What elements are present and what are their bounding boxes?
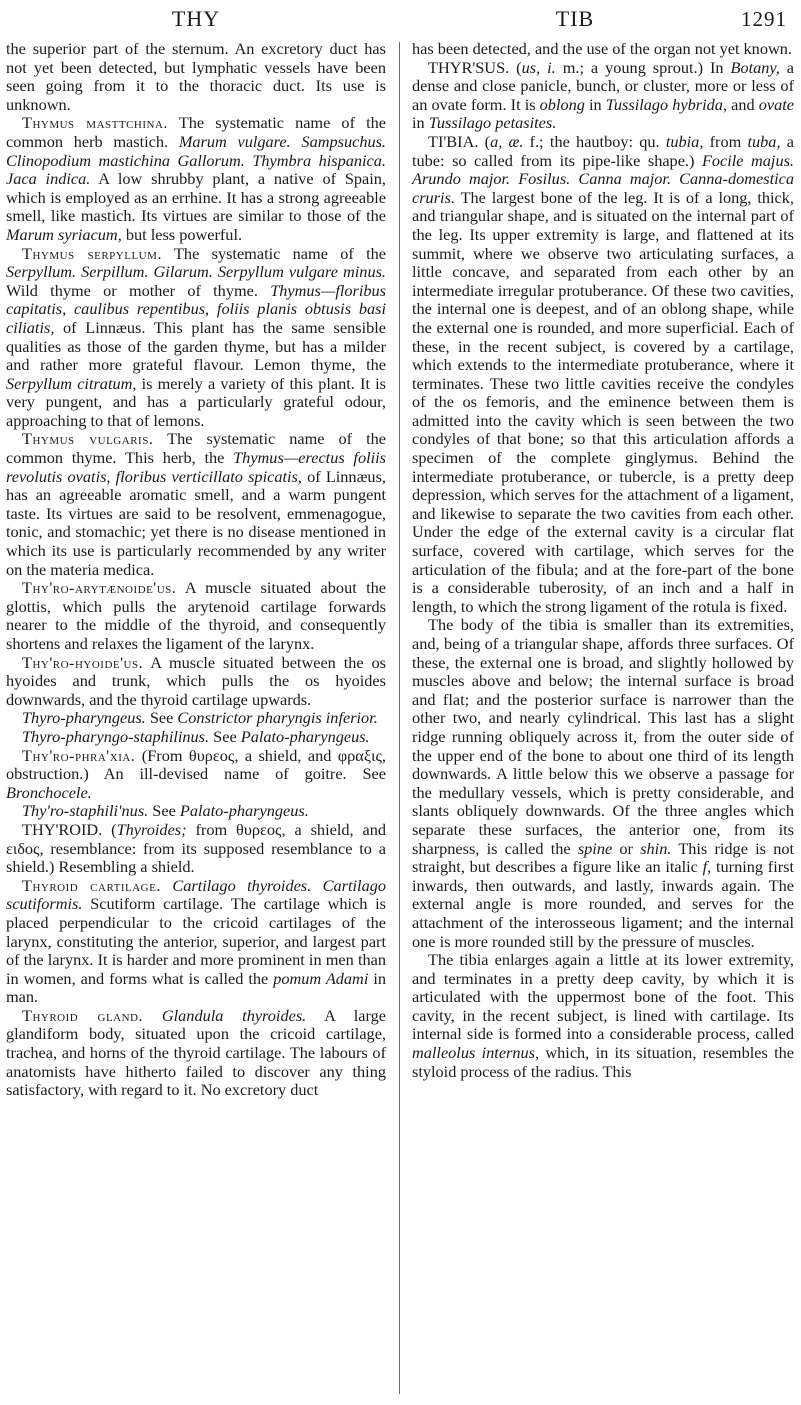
body-text: The largest bone of the leg. It is of a long, thick, and triangular shape, and is situated on the internal part of the leg. Its upper extremity is large, and flattened at its summit, where we observe two articulating surfaces, a little concave, and separated from each other by an intermediate irregular protuberance. Of these two cavities, the internal one is deepest, and of an oblong shape, while the external one is rounded, and more superficial. Each of these, in the recent subject, is covered by a cartilage, which extends to the intermediate protuberance, where it terminates. These two little cavities receive the condyles of the os femoris, and the eminence between them is admitted into the cavity which is seen between the two condyles of that bone; so that this articulation affords a specimen of the complete ginglymus. Behind the intermediate protuberance, or tubercle, is a pretty deep depression, which serves for the attachment of a ligament, and likewise to separate the two cavities from each other. Under the edge of the external cavity is a circular flat surface, covered with cartilage, which serves for the articulation of the fibula; and at the fore-part of the bone is a considerable tuberosity, of an inch and a half in length, to which the strong ligament of the rotula is fixed. [412,187,794,616]
italic-text: Thymus—erectus foliis revolutis ovatis, floribus verticillato spicatis, [6,448,387,486]
dictionary-entry [6,747,386,803]
body-text: See [145,708,178,728]
italic-text: Focile majus. Arundo major. Fosilus. Canna major. Canna-domestica cruris. [412,150,795,207]
body-text: ( [509,57,522,77]
entry-headword: Thyroid cartilage. [22,875,161,895]
entry-headword: Thymus vulgaris. [22,429,154,449]
italic-text: Cartilago thyroides. Cartilago scutiformis. [6,875,386,914]
italic-text: Marum vulgare. Sampsuchus. Clinopodium mastichina Gallorum. Thymbra hispanica. Jaca indica. [6,131,387,189]
body-text: from [703,131,748,151]
dictionary-entry [6,802,386,821]
italic-text: Bronchocele. [6,782,92,802]
dictionary-entry [6,579,386,653]
body-text: or [612,838,641,858]
italic-text: Tussilago hybrida, [605,94,728,114]
body-text: has been detected, and the use of the organ not yet known. [412,39,792,58]
italic-text: Serpyllum. Serpillum. Gilarum. Serpyllum vulgare minus. [6,262,386,282]
italic-text: Thymus—floribus capitatis, caulibus repentibus, foliis planis obtusis basi ciliatis, [6,280,386,337]
entry-headword: Thy'ro-phra'xia. [22,745,136,765]
entry-headword: Thy'ro-hyoide'us. [22,652,144,672]
body-text [161,876,172,895]
body-text: TI'BIA. [428,131,479,151]
dictionary-entry [6,245,386,431]
body-text: the superior part of the sternum. An excretory duct has not yet been detected, but lymphatic vessels have been seen going from it to the thoracic duct. Its use is unknown. [6,39,386,114]
body-text: which, in its situation, resembles the styloid process of the radius. This [412,1043,795,1081]
body-text: A muscle situated between the os hyoides and trunk, which pulls the os hyoides downwards, and the thyroid cartilage upwards. [6,652,386,709]
dictionary-entry [412,951,794,1081]
body-text: This ridge is not straight, but describes a figure like an italic [412,838,794,877]
body-text: turning first inwards, then outwards, and lastly, inwards again. The external angle is more rounded, and serves for the attachment of the interosseous ligament; and the internal one is more rounded still by the pressure of muscles. [412,857,795,951]
body-text: The tibia enlarges again a little at its lower extremity, and terminates in a pretty deep cavity, by which it is articulated with the uppermost bone of the foot. This cavity, in the recent subject, is lined with cartilage. Its internal side is formed into a considerable process, called [412,950,794,1044]
italic-text: Serpyllum citratum, [6,373,137,393]
body-text: a tube: so called from its pipe-like shape.) [412,131,794,170]
entry-headword: Thyroid gland. [22,1005,144,1025]
italic-text: malleolus internus, [412,1043,540,1063]
body-text: ( [102,819,117,839]
body-text: See [209,726,241,746]
body-text: See [148,801,180,821]
body-text [143,1006,162,1025]
body-text: A large glandiform body, situated upon the cricoid cartilage, trachea, and horns of the thyroid cartilage. The labours of anatomists have hitherto failed to discover any thing satisfactory, with regard to it. No excretory duct [6,1005,387,1100]
body-text: THY'ROID. [22,819,103,839]
body-text: and [727,94,759,114]
body-text: A muscle situated about the glottis, which pulls the arytenoid cartilage forwards nearer to the middle of the thyroid, and consequently shortens and relaxes the ligament of the larynx. [6,578,386,653]
body-text: a dense and close panicle, bunch, or cluster, more or less of an ovate form. It is [412,57,795,114]
running-head-left: THY [171,6,221,31]
body-text: ( [478,131,491,151]
dictionary-entry [6,821,386,877]
body-text: A low shrubby plant, a native of Spain, which is employed as an errhine. It has a strong agreeable smell, like mastich. Its virtues are similar to those of the [6,169,386,226]
dictionary-entry [412,59,794,133]
body-text: of Linnæus. This plant has the same sensible qualities as those of the garden thyme, but has a milder and rather more grateful flavour. Lemon thyme, the [6,317,386,375]
body-text: but less powerful. [121,224,243,244]
running-head-center: TIB [555,6,595,31]
body-text: The body of the tibia is smaller than its extremities, and, being of a triangular shape, affords three surfaces. Of these, the external one is broad, and slightly hollowed by muscles above and below; the internal surface is broad and flat; and the posterior surface is narrower than the other two, and nearly cylindrical. This last has a slight ridge running obliquely across it, from the outer side of the upper end of the bone to about one third of its length downwards. A little below this we observe a passage for the medullary vessels, which is pretty considerable, and slants obliquely downwards. Of the three angles which separate these surfaces, the anterior one, from its sharpness, is called the [412,615,794,858]
italic-text: a, æ. [490,131,524,151]
dictionary-entry [6,728,386,747]
dictionary-entry [6,654,386,710]
italic-text: Thy'ro-staphili'nus. [22,801,149,821]
body-text: of Linnæus, has an agreeable aromatic smell, and a warm pungent taste. Its virtues are said to be resolvent, emmenagogue, tonic, and stomachic; yet there is no disease mentioned in which its use is particularly recommended by any writer on the materia medica. [6,466,386,579]
italic-text: tuba, [747,131,781,151]
body-text: The systematic name of the [161,243,386,263]
dictionary-entry [6,1007,386,1100]
italic-text: Botany, [730,57,780,77]
body-text: m.; a young sprout.) In [555,57,731,77]
body-text: from θυρεος, a shield, and ειδος, resemblance: from its supposed resemblance to a shield.) Resembling a shield. [6,819,386,877]
dictionary-entry [412,616,794,951]
body-text: in [584,94,606,114]
italic-text: Glandula thyroides. [161,1005,307,1025]
italic-text: us, i. [521,57,556,77]
italic-text: shin. [640,838,672,858]
italic-text: Palato-pharyngeus. [240,726,370,746]
column-divider [399,42,400,1394]
body-text: THYR'SUS. [428,57,510,77]
continued-paragraph [6,40,386,114]
right-column [412,40,794,1081]
italic-text: tubia, [665,131,704,151]
italic-text: Palato-pharyngeus. [179,801,309,821]
italic-text: Constrictor pharyngis inferior. [177,708,378,728]
italic-text: spine [577,838,613,858]
entry-headword: Thy'ro-arytænoide'us. [22,578,177,598]
entry-headword: Thymus serpyllum. [22,243,162,263]
entry-headword: Thymus masttchina. [22,113,168,133]
dictionary-entry [6,877,386,1007]
body-text: in man. [6,968,386,1007]
page-number: 1291 [741,7,787,31]
body-text: (From θυρεος, a shield, and φραξις, obstruction.) An ill-devised name of goitre. See [6,745,386,784]
italic-text: Thyroides; [116,819,187,839]
dictionary-entry [412,133,794,616]
body-text: f.; the hautboy: qu. [523,131,666,151]
italic-text: Marum syriacum, [6,224,122,244]
left-column [6,40,386,1100]
dictionary-entry [6,709,386,728]
italic-text: pomum Adami [273,968,369,988]
body-text: The systematic name of the common herb mastich. [6,113,386,151]
italic-text: f, [702,857,712,877]
italic-text: Tussilago petasites. [428,113,557,133]
dictionary-entry [6,430,386,579]
body-text: The systematic name of the common thyme. This herb, the [6,429,386,468]
italic-text: oblong [539,94,585,114]
italic-text: Thyro-pharyngeus. [22,708,146,728]
body-text: is merely a variety of this plant. It is very pungent, and has a particularly grateful odour, approaching to that of lemons. [6,373,387,430]
body-text: in [412,113,429,133]
body-text: Wild thyme or mother of thyme. [6,280,271,300]
italic-text: ovate [758,94,795,114]
body-text: Scutiform cartilage. The cartilage which is placed perpendicular to the cricoid cartilages of the larynx, constituting the anterior, superior, and largest part of the larynx. It is harder and more prominent in men than in women, and forms what is called the [6,894,386,988]
dictionary-entry [6,114,386,244]
continued-paragraph [412,40,794,59]
italic-text: Thyro-pharyngo-staphilinus. [22,726,210,746]
